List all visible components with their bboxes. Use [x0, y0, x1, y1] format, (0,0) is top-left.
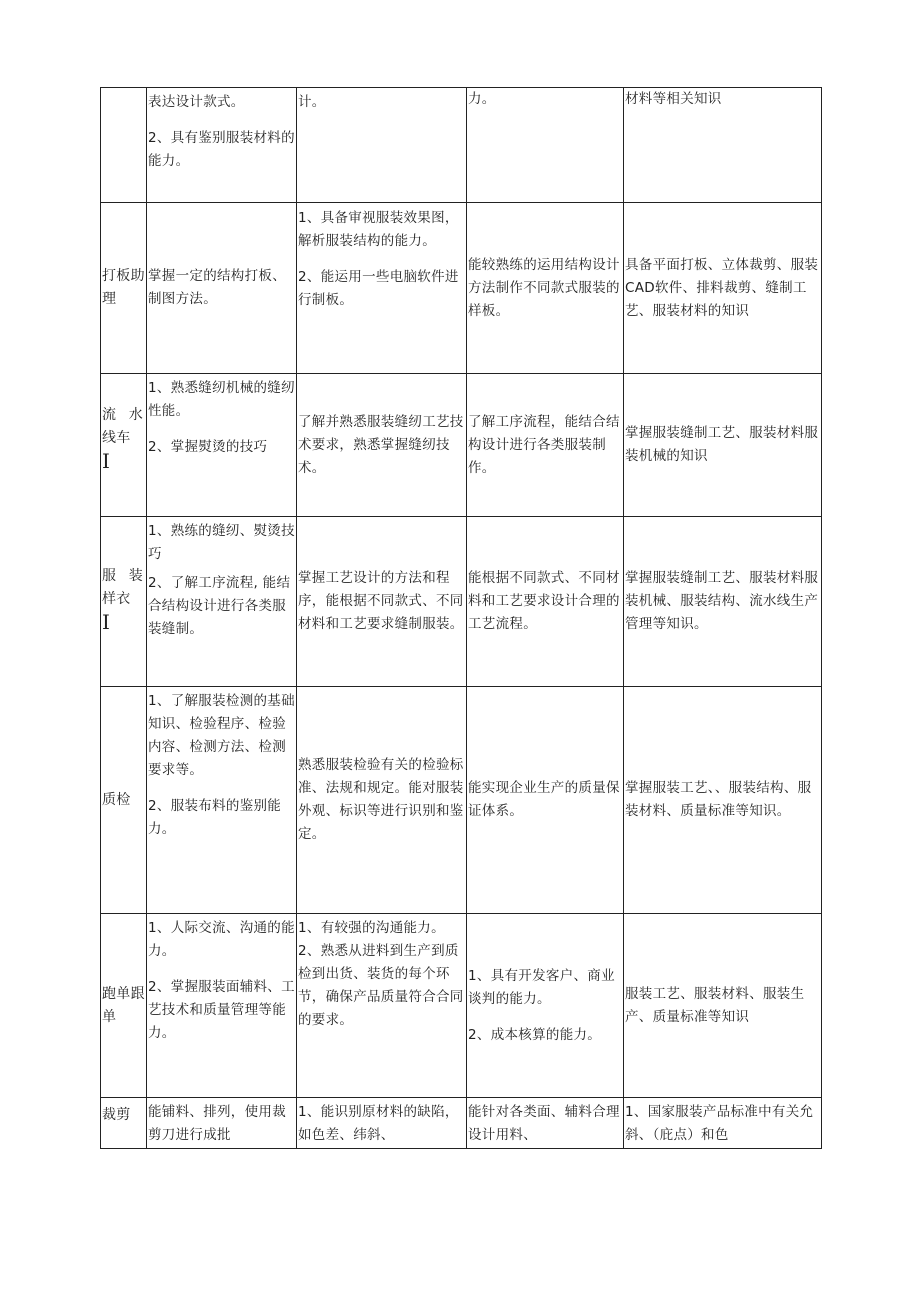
- knowledge-line: 材料等相关知识: [625, 91, 722, 107]
- skill-cell: [297, 914, 467, 1098]
- role-cell: [101, 914, 147, 1098]
- role-cell: [101, 88, 147, 203]
- skill-cell: [297, 88, 467, 203]
- role-label: 跑单跟单: [102, 985, 145, 1025]
- skill-line: 2、熟悉从进料到生产到质检到出货、装货的每个环节，确保产品质量符合合同的要求。: [298, 943, 464, 1028]
- ability-cell: [147, 1098, 297, 1149]
- ability-line: 2、掌握服装面辅料、工艺技术和质量管理等能力。: [148, 979, 295, 1041]
- ability-cell: [147, 203, 297, 374]
- skill-line: 熟悉服装检验有关的检验标准、法规和规定。能对服装外观、标识等进行识别和鉴定。: [298, 757, 464, 842]
- ability-line: 2、掌握熨烫的技巧: [148, 439, 268, 455]
- table-row: [101, 203, 822, 374]
- knowledge-line: 掌握服装工艺、、服装结构、服装材料、质量标准等知识。: [625, 780, 812, 819]
- knowledge-cell: [624, 914, 822, 1098]
- skill-cell: [297, 687, 467, 914]
- ability-line: 1、了解服装检测的基础知识、检验程序、检验内容、检测方法、检测要求等。: [148, 693, 295, 778]
- skill-cell: [297, 203, 467, 374]
- skill-line: 1、能识别原材料的缺陷，如色差、纬斜、: [298, 1104, 459, 1143]
- role-cell: [101, 517, 147, 687]
- table-row: [101, 1098, 822, 1149]
- role-label: 裁剪: [102, 1107, 131, 1123]
- knowledge-cell: [624, 1098, 822, 1149]
- ability-line: 能铺料、排列，使用裁剪刀进行成批: [148, 1104, 286, 1143]
- ability-cell: [147, 914, 297, 1098]
- table-row: [101, 88, 822, 203]
- skill-line: 1、具备审视服装效果图，解析服装结构的能力。: [298, 210, 459, 249]
- knowledge-cell: [624, 203, 822, 374]
- role-part: 装: [128, 568, 143, 584]
- knowledge-cell: [624, 517, 822, 687]
- skill-cell: [297, 374, 467, 517]
- competence-line: 了解工序流程，能结合结构设计进行各类服装制作。: [468, 413, 620, 476]
- skill-line: 计。: [298, 94, 326, 110]
- table-row: [101, 914, 822, 1098]
- ability-line: 2、服装布料的鉴别能力。: [148, 798, 282, 837]
- role-cell: [101, 1098, 147, 1149]
- competence-cell: [467, 517, 624, 687]
- ability-line: 1、人际交流、沟通的能力。: [148, 920, 295, 959]
- role-label: 打板助理: [102, 268, 145, 307]
- ability-cell: [147, 517, 297, 687]
- competence-cell: [467, 687, 624, 914]
- ability-line: 表达设计款式。: [148, 94, 245, 110]
- knowledge-line: 服装工艺、服装材料、服装生产、质量标准等知识: [625, 985, 805, 1025]
- competence-cell: [467, 88, 624, 203]
- role-roman-numeral: I: [102, 449, 111, 473]
- knowledge-cell: [624, 687, 822, 914]
- competence-line: 力。: [468, 91, 496, 107]
- role-part: 服: [102, 568, 117, 584]
- ability-line: 掌握一定的结构打板、制图方法。: [148, 268, 286, 307]
- competence-line: 能针对各类面、辅料合理设计用料、: [468, 1104, 620, 1143]
- skill-cell: [297, 517, 467, 687]
- table-row: [101, 687, 822, 914]
- knowledge-line: 1、国家服装产品标准中有关允斜、（庇点）和色: [625, 1104, 814, 1143]
- role-cell: [101, 374, 147, 517]
- knowledge-line: 掌握服装缝制工艺、服装材料服装机械、服装结构、流水线生产管理等知识。: [625, 570, 819, 632]
- role-label: [102, 565, 145, 588]
- role-cell: [101, 687, 147, 914]
- skill-cell: [297, 1098, 467, 1149]
- competence-line: 能较熟练的运用结构设计方法制作不同款式服装的样板。: [468, 256, 620, 319]
- competence-cell: [467, 374, 624, 517]
- knowledge-cell: [624, 88, 822, 203]
- knowledge-line: 具备平面打板、立体裁剪、服装CAD软件、排料裁剪、缝制工艺、服装材料的知识: [625, 256, 819, 319]
- competence-cell: [467, 914, 624, 1098]
- role-part: 流: [102, 407, 117, 423]
- competence-line: 能根据不同款式、不同材料和工艺要求设计合理的工艺流程。: [468, 570, 620, 632]
- ability-line: 1、熟悉缝纫机械的缝纫性能。: [148, 380, 295, 419]
- competence-cell: [467, 203, 624, 374]
- ability-cell: [147, 687, 297, 914]
- skill-line: 1、有较强的沟通能力。: [298, 920, 445, 936]
- skill-line: 了解并熟悉服装缝纫工艺技术要求，熟悉掌握缝纫技术。: [298, 413, 464, 476]
- job-requirements-table: [100, 87, 822, 1149]
- knowledge-line: 掌握服装缝制工艺、服装材料服装机械的知识: [625, 425, 819, 464]
- ability-line: 2、具有鉴别服装材料的能力。: [148, 130, 295, 169]
- ability-line: 1、熟练的缝纫、熨烫技巧: [148, 523, 295, 562]
- role-part: 水: [128, 407, 143, 423]
- ability-cell: [147, 88, 297, 203]
- ability-cell: [147, 374, 297, 517]
- role-label: 质检: [102, 791, 131, 808]
- skill-line: 2、能运用一些电脑软件进行制板。: [298, 269, 459, 308]
- competence-line: 能实现企业生产的质量保证体系。: [468, 780, 620, 819]
- table-row: [101, 517, 822, 687]
- role-part: 样衣: [102, 591, 131, 607]
- ability-line: 2、了解工序流程, 能结合结构设计进行各类服装缝制。: [148, 575, 291, 637]
- table-row: [101, 374, 822, 517]
- competence-cell: [467, 1098, 624, 1149]
- role-label: [102, 404, 145, 427]
- competence-line: 1、具有开发客户、商业谈判的能力。: [468, 967, 615, 1007]
- role-roman-numeral: I: [102, 610, 111, 634]
- knowledge-cell: [624, 374, 822, 517]
- skill-line: 掌握工艺设计的方法和程序，能根据不同款式、不同材料和工艺要求缝制服装。: [298, 570, 464, 632]
- role-cell: [101, 203, 147, 374]
- competence-line: 2、成本核算的能力。: [468, 1026, 602, 1043]
- role-part: 线车: [102, 430, 131, 446]
